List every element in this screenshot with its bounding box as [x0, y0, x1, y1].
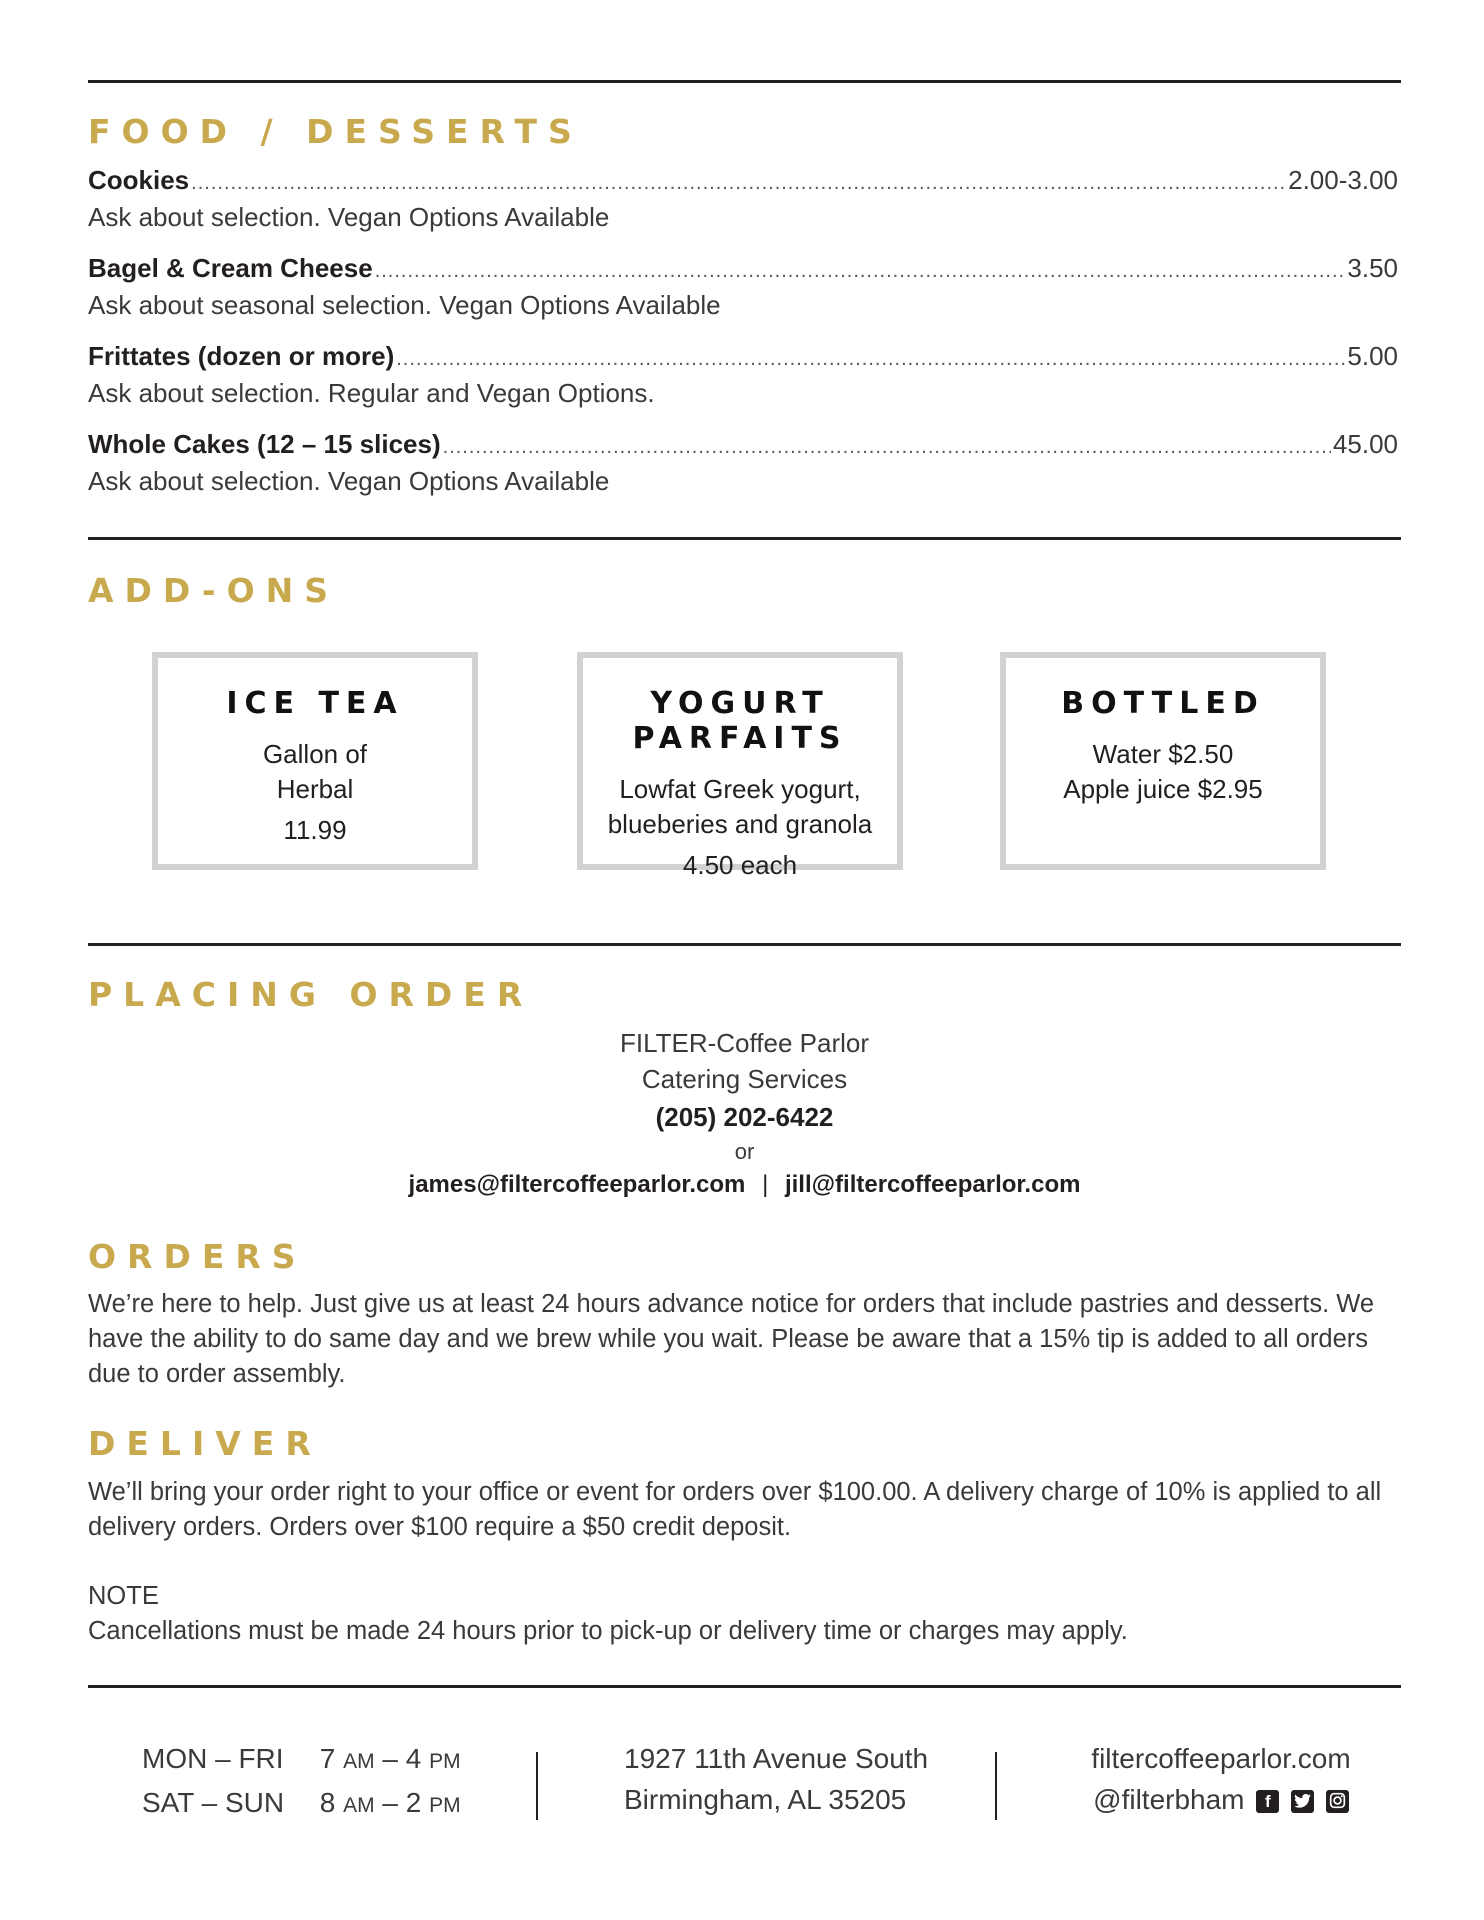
deliver-text: We’ll bring your order right to your office or event for orders over $100.00. A delivery charge of 10% is applied to all delivery orders. Orders over $100 require a $50 credit deposit. — [88, 1478, 1382, 1541]
box-line: Herbal — [276, 774, 354, 804]
item-description: Ask about seasonal selection. Vegan Options Available — [88, 290, 721, 320]
divider-footer — [88, 1685, 1401, 1688]
hours-weekend — [142, 1782, 461, 1826]
item-price: 5.00 — [1347, 341, 1398, 371]
hours-days: MON – FRI — [142, 1743, 284, 1774]
box-line: Gallon of — [262, 739, 368, 769]
divider-food — [88, 537, 1401, 540]
divider-top — [88, 80, 1401, 83]
social-row — [1086, 1779, 1356, 1820]
item-price: 3.50 — [1347, 253, 1398, 283]
business-name: FILTER-Coffee Parlor — [619, 1028, 869, 1058]
facebook-icon[interactable]: f — [1256, 1790, 1279, 1813]
box-title: YOGURT PARFAITS — [632, 686, 848, 756]
footer-contact — [1086, 1738, 1356, 1820]
hours-open: 7 — [319, 1743, 336, 1774]
hours-close: 4 — [405, 1743, 422, 1774]
leader-dots — [443, 430, 1331, 464]
item-name: Whole Cakes (12 – 15 slices) — [88, 429, 441, 459]
footer-hours — [142, 1738, 461, 1826]
box-line: Lowfat Greek yogurt, — [619, 774, 861, 804]
hours-open: 8 — [319, 1787, 336, 1818]
leader-dots — [375, 254, 1346, 288]
contact-block — [88, 1025, 1401, 1203]
box-line: blueberies and granola — [607, 809, 873, 839]
email-james-link[interactable]: james@filtercoffeeparlor.com — [408, 1171, 746, 1198]
menu-item-bagel — [88, 251, 1398, 322]
hours-am: AM — [343, 1794, 375, 1817]
website-link[interactable]: filtercoffeeparlor.com — [1091, 1743, 1351, 1774]
item-price: 45.00 — [1332, 429, 1398, 459]
hours-pm: PM — [429, 1794, 461, 1817]
item-description: Ask about selection. Vegan Options Available — [88, 202, 610, 232]
leader-dots — [191, 166, 1286, 200]
item-description: Ask about selection. Regular and Vegan Options. — [88, 378, 655, 408]
hours-weekday — [142, 1738, 461, 1782]
item-price: 2.00-3.00 — [1288, 165, 1398, 195]
address-line-1: 1927 11th Avenue South — [624, 1743, 929, 1774]
phone-number[interactable]: (205) 202-6422 — [655, 1102, 834, 1132]
placing-order-heading: PLACING ORDER — [88, 975, 534, 1014]
addon-box-bottled — [1000, 652, 1326, 870]
divider-addons — [88, 943, 1401, 946]
instagram-icon[interactable] — [1326, 1790, 1349, 1813]
hours-dash: – — [382, 1787, 398, 1818]
addon-box-yogurt-parfaits — [577, 652, 903, 880]
box-price: 11.99 — [283, 815, 347, 845]
social-handle[interactable]: @filterbham — [1093, 1784, 1245, 1815]
box-price: 4.50 each — [682, 850, 798, 880]
food-desserts-heading: FOOD / DESSERTS — [88, 112, 583, 151]
menu-item-whole-cakes — [88, 427, 1398, 498]
hours-close: 2 — [405, 1787, 422, 1818]
email-row — [88, 1167, 1401, 1203]
footer-separator-2 — [995, 1752, 997, 1820]
or-label: or — [734, 1139, 755, 1164]
item-name: Frittates (dozen or more) — [88, 341, 395, 371]
box-title: BOTTLED — [1061, 686, 1265, 721]
item-name: Cookies — [88, 165, 190, 195]
twitter-icon[interactable] — [1291, 1790, 1314, 1813]
box-line: Water $2.50 — [1092, 739, 1234, 769]
hours-days: SAT – SUN — [142, 1787, 285, 1818]
hours-dash: – — [382, 1743, 398, 1774]
email-divider: | — [762, 1171, 769, 1198]
menu-item-frittates — [88, 339, 1398, 410]
footer-separator-1 — [536, 1752, 538, 1820]
orders-heading: ORDERS — [88, 1237, 307, 1276]
note-text: Cancellations must be made 24 hours prior to pick-up or delivery time or charges may apply. — [88, 1617, 1128, 1645]
hours-pm: PM — [429, 1750, 461, 1773]
menu-item-cookies — [88, 163, 1398, 234]
email-jill-link[interactable]: jill@filtercoffeeparlor.com — [784, 1171, 1081, 1198]
leader-dots — [396, 342, 1345, 376]
address-line-2: Birmingham, AL 35205 — [624, 1784, 907, 1815]
footer-address — [624, 1738, 928, 1820]
item-name: Bagel & Cream Cheese — [88, 253, 373, 283]
hours-am: AM — [343, 1750, 375, 1773]
orders-text: We’re here to help. Just give us at least 24 hours advance notice for orders that include pastries and desserts. We have the ability to do same day and we brew while you wait. Please be aware that a 15% tip is added to all orders due to order assembly. — [88, 1290, 1375, 1388]
add-ons-heading: ADD-ONS — [88, 571, 340, 610]
service-name: Catering Services — [641, 1064, 848, 1094]
item-description: Ask about selection. Vegan Options Available — [88, 466, 610, 496]
box-line: Apple juice $2.95 — [1063, 774, 1263, 804]
deliver-heading: DELIVER — [88, 1424, 322, 1463]
addon-box-ice-tea — [152, 652, 478, 870]
note-label: NOTE — [88, 1582, 159, 1610]
box-title: ICE TEA — [226, 686, 404, 721]
